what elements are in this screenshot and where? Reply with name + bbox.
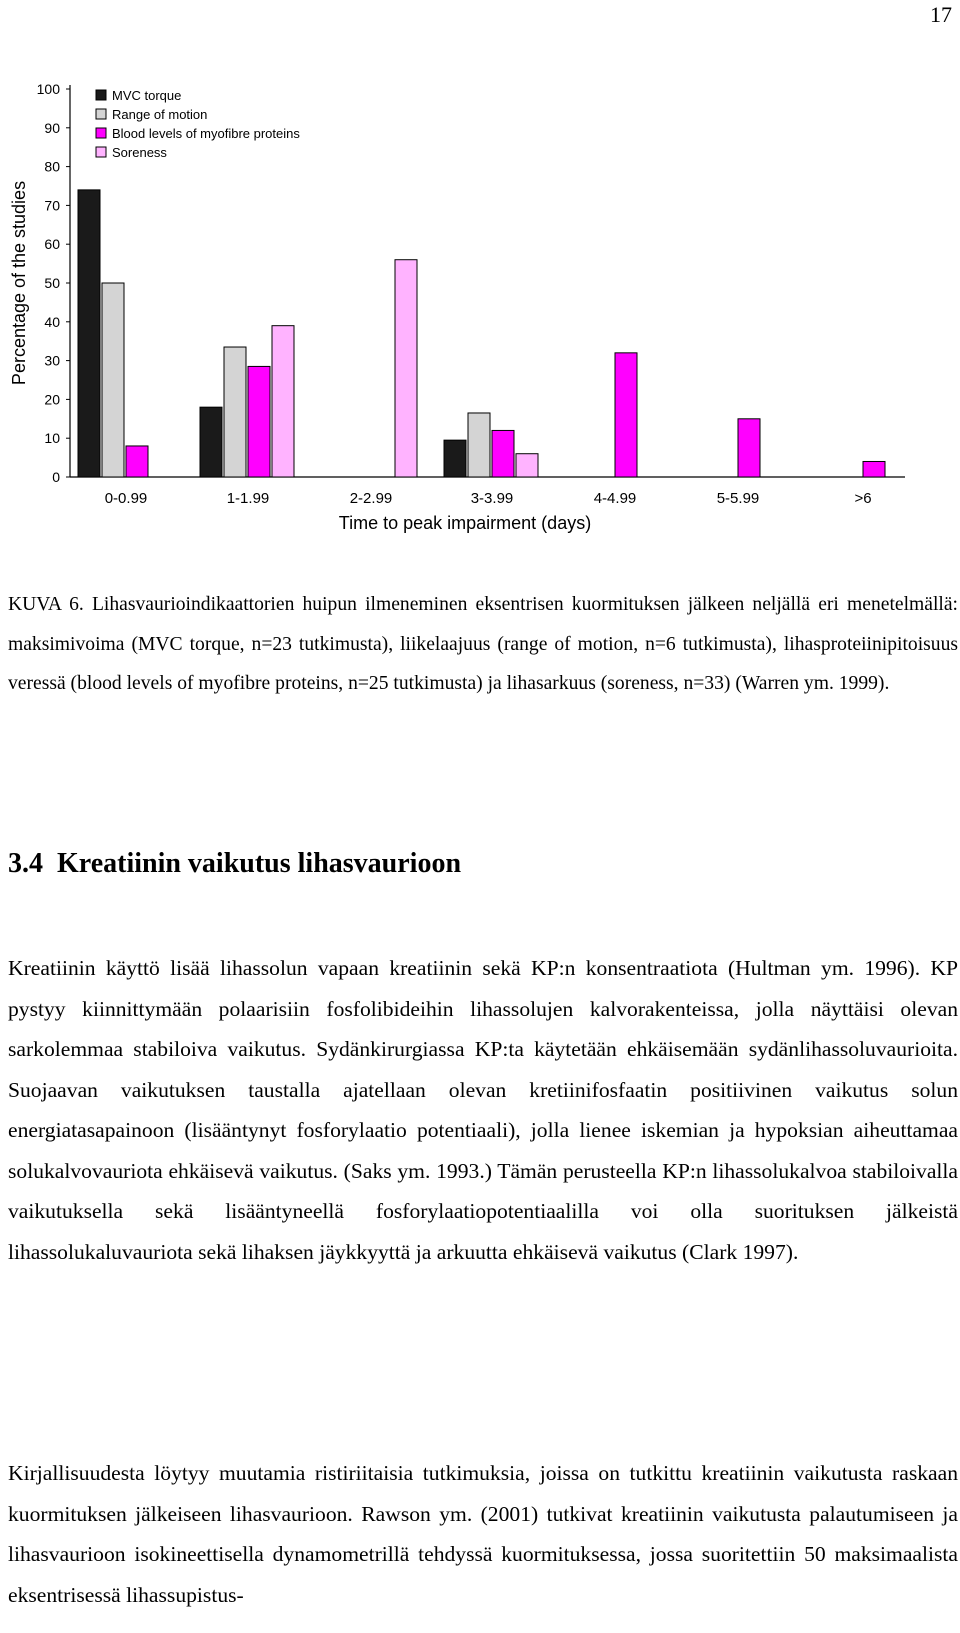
legend-label: Range of motion [112, 107, 208, 122]
bar-mvc-torque [444, 440, 466, 477]
body-paragraph: Kreatiinin käyttö lisää lihassolun vapaan kreatiinin sekä KP:n konsentraatiota (Hultman ym. 1996). KP pystyy kiinnittymään polaarisiin fosfolibideihin lihassolujen kalvorakenteissa, jolla näyttäisi olevan sarkolemmaa stabiloiva vaikutus. Sydänkirurgiassa KP:ta käytetään ehkäisemään sydänlihassoluvaurioita. Suojaavan vaikutuksen taustalla ajatellaan olevan kretiinifosfaatin positiivinen vaikutus solun energiatasapainoon (lisääntynyt fosforylaatio potentiaali), jolla lienee iskemian ja hypoksian aiheuttamaa solukalvovauriota ehkäisevä vaikutus. (Saks ym. 1993.) Tämän perusteella KP:n lihassolukalvoa stabiloivalla vaikutuksella sekä lisääntyneellä fosforylaatiopotentiaalilla voi olla suorituksen jälkeistä lihassolukaluvauriota sekä lihaksen jäykkyyttä ja arkuutta ehkäisevä vaikutus (Clark 1997). [8, 956, 958, 1264]
section-number: 3.4 [8, 848, 43, 879]
bar-mvc-torque [78, 190, 100, 477]
bar-blood-levels-of-myofibre-proteins [615, 353, 637, 477]
figure-chart [0, 70, 960, 570]
bar-soreness [272, 326, 294, 477]
y-tick-label: 30 [44, 352, 60, 369]
bar-blood-levels-of-myofibre-proteins [492, 430, 514, 477]
y-tick-label: 60 [44, 236, 60, 253]
section-heading [8, 848, 461, 880]
bar-blood-levels-of-myofibre-proteins [738, 419, 760, 477]
y-tick-label: 80 [44, 158, 60, 175]
x-tick-label: 5-5.99 [716, 490, 760, 507]
bar-range-of-motion [102, 283, 124, 477]
bar-soreness [395, 260, 417, 477]
figure-caption: KUVA 6. Lihasvaurioindikaattorien huipun ilmeneminen eksentrisen kuormituksen jälkeen neljällä eri menetelmällä: maksimivoima (MVC torque, n=23 tutkimusta), liikelaajuus (range of motion, n=6 tutkimusta), lihasproteiinipitoisuus veressä (blood levels of myofibre proteins, n=25 tutkimusta) ja lihasarkuus (soreness, n=33) (Warren ym. 1999). [8, 594, 958, 694]
bar-chart [0, 70, 960, 570]
bar-soreness [516, 454, 538, 477]
y-tick-label: 100 [36, 81, 60, 97]
bar-range-of-motion [468, 413, 490, 477]
y-tick-label: 10 [44, 430, 60, 447]
x-tick-label: 3-3.99 [470, 490, 514, 507]
legend-swatch [96, 147, 106, 157]
x-tick-label: 0-0.99 [104, 490, 148, 507]
bar-mvc-torque [200, 407, 222, 477]
bar-blood-levels-of-myofibre-proteins [863, 461, 885, 477]
y-tick-label: 90 [44, 119, 60, 136]
bar-blood-levels-of-myofibre-proteins [248, 366, 270, 477]
y-tick-label: 20 [44, 391, 60, 408]
y-tick-label: 40 [44, 313, 60, 330]
legend-swatch [96, 128, 106, 138]
section-title: Kreatiinin vaikutus lihasvaurioon [57, 848, 462, 879]
legend-label: MVC torque [112, 88, 182, 103]
y-tick-label: 70 [44, 197, 60, 214]
legend-swatch [96, 109, 106, 119]
y-tick-label: 0 [52, 469, 60, 485]
page-number: 17 [930, 2, 952, 27]
x-axis-title: Time to peak impairment (days) [338, 513, 592, 533]
x-tick-label: 2-2.99 [349, 490, 393, 507]
body-paragraph: Kirjallisuudesta löytyy muutamia ristiriitaisia tutkimuksia, joissa on tutkittu kreatiinin vaikutusta raskaan kuormituksen jälkeiseen lihasvaurioon. Rawson ym. (2001) tutkivat kreatiinin vaikutusta palautumiseen ja lihasvaurioon isokineettisella dynamometrillä tehdyssä kuormituksessa, jossa suoritettiin 50 maksimaalista eksentrisessä lihassupistus- [8, 1461, 958, 1607]
legend-label: Soreness [112, 145, 167, 160]
y-tick-label: 50 [44, 275, 60, 291]
x-tick-label: >6 [854, 490, 872, 507]
legend-swatch [96, 90, 106, 100]
bar-blood-levels-of-myofibre-proteins [126, 446, 148, 477]
x-tick-label: 4-4.99 [593, 490, 637, 507]
legend-label: Blood levels of myofibre proteins [112, 126, 300, 141]
bar-range-of-motion [224, 347, 246, 477]
y-axis-title: Percentage of the studies [9, 180, 29, 386]
x-tick-label: 1-1.99 [226, 490, 270, 507]
